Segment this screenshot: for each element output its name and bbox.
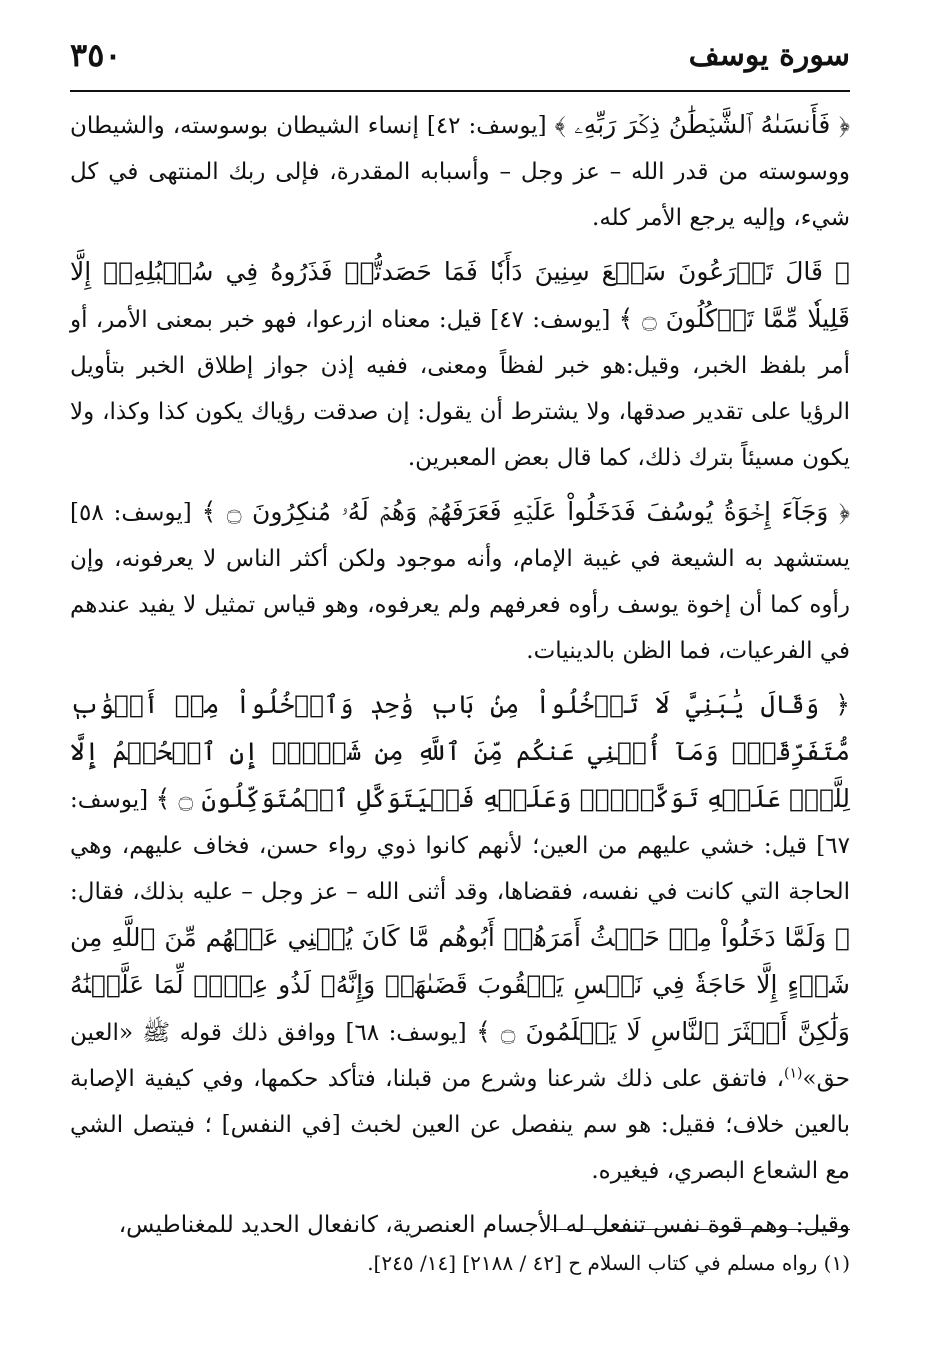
quran-verse: ﴿ وَلَمَّا دَخَلُواْ مِنۡ حَيۡثُ أَمَرَهُمۡ أَبُوهُم مَّا كَانَ يُغۡنِي عَنۡهُم مِّنَ ٱللَّهِ مِن شَيۡءٍ إِلَّا حَاجَةٗ فِي نَفۡسِ يَعۡقُوبَ قَضَىٰهَاۚ وَإِنَّهُۥ لَذُو عِلۡمٖ لِّمَا عَلَّمۡنَٰهُ وَلَٰكِنَّ أَكۡثَرَ ٱلنَّاسِ لَا يَعۡلَمُونَ ۝ ﴾ <box>70 923 850 1046</box>
quran-verse: ﴿ وَجَآءَ إِخۡوَةُ يُوسُفَ فَدَخَلُواْ عَلَيۡهِ فَعَرَفَهُمۡ وَهُمۡ لَهُۥ مُنكِرُونَ ۝ ﴾ <box>201 497 850 526</box>
commentary-text: [يوسف: ٦٧] قيل: خشي عليهم من العين؛ لأنهم كانوا ذوي رواء حسن، فخاف عليهم، وهي الحاجة التي كانت في نفسه، فقضاها، وقد أثنى الله – عز وجل – عليه بذلك، فقال: <box>70 787 850 905</box>
footnote-reference[interactable]: (١) <box>784 1065 803 1082</box>
commentary-text: ، فاتفق على ذلك شرعنا وشرع من قبلنا، فتأكد حكمها، وفي كيفية الإصابة بالعين خلاف؛ فقيل: هو سم ينفصل عن العين لخبث [في النفس] ؛ فيتصل الشي مع الشعاع البصري، فيغيره. <box>70 1066 850 1184</box>
paragraph-3 <box>70 489 850 674</box>
commentary-text: وقيل: وهم قوة نفس تنفعل له الأجسام العنصرية، كانفعال الحديد للمغناطيس، <box>118 1212 850 1238</box>
surah-title: سورة يوسف <box>688 38 850 73</box>
page-body <box>70 102 850 1248</box>
commentary-text: [يوسف: ٥٨] يستشهد به الشيعة في غيبة الإمام، وأنه موجود ولكن أكثر الناس لا يعرفونه، وإن رأوه كما أن إخوة يوسف رأوه فعرفهم ولم يعرفوه، وهو قياس تمثيل لا يفيد عندهم في الفرعيات، فما الظن بالدينيات. <box>70 500 850 664</box>
paragraph-1 <box>70 102 850 241</box>
footnote-divider <box>550 1229 850 1230</box>
quran-verse: ﴿ وَقَالَ يَٰبَنِيَّ لَا تَدۡخُلُواْ مِنۢ بَابٖ وَٰحِدٖ وَٱدۡخُلُواْ مِنۡ أَبۡوَٰبٖ مُّتَفَرِّقَةٖۖ وَمَآ أُغۡنِي عَنكُم مِّنَ ٱللَّهِ مِن شَيۡءٍۖ إِنِ ٱلۡحُكۡمُ إِلَّا لِلَّهِۖ عَلَيۡهِ تَوَكَّلۡتُۖ وَعَلَيۡهِ فَلۡيَتَوَكَّلِ ٱلۡمُتَوَكِّلُونَ ۝ ﴾ <box>70 690 850 813</box>
paragraph-2 <box>70 249 850 481</box>
paragraph-4 <box>70 682 850 1194</box>
page-number: ٣٥٠ <box>70 36 122 74</box>
quran-verse: ﴿ قَالَ تَزۡرَعُونَ سَبۡعَ سِنِينَ دَأَبٗا فَمَا حَصَدتُّمۡ فَذَرُوهُ فِي سُنۢبُلِهِۦٓ إِلَّا قَلِيلٗا مِّمَّا تَأۡكُلُونَ ۝ ﴾ <box>70 257 851 333</box>
paragraph-5 <box>70 1202 850 1248</box>
commentary-text: [يوسف: ٤٧] قيل: معناه ازرعوا، فهو خبر بمعنى الأمر، أو أمر بلفظ الخبر، وقيل:هو خبر لفظاً ومعنى، ففيه إذن جواز إطلاق الخبر بتأويل الرؤيا على تقدير صدقها، ولا يشترط أن يقول: إن صدقت رؤياك يكون كذا وكذا، ولا يكون مسيئاً بترك ذلك، كما قال بعض المعبرين. <box>70 307 850 471</box>
footnote: (١) رواه مسلم في كتاب السلام ح [٤٢ / ٢١٨٨] [١٤/ ٢٤٥]. <box>367 1251 850 1275</box>
commentary-text: [يوسف: ٤٢] إنساء الشيطان بوسوسته، والشيطان ووسوسته من قدر الله – عز وجل – وأسبابه المقدرة، فإلى ربك المنتهى في كل شيء، وإليه يرجع الأمر كله. <box>70 113 850 231</box>
page-header <box>70 36 850 92</box>
commentary-text: [يوسف: ٦٨] ووافق ذلك قوله ﷺ «العين حق» <box>70 1020 850 1092</box>
quran-verse: ﴿ فَأَنسَىٰهُ ٱلشَّيۡطَٰنُ ذِكۡرَ رَبِّهِۦ ﴾ <box>554 110 850 139</box>
page <box>70 36 851 1275</box>
